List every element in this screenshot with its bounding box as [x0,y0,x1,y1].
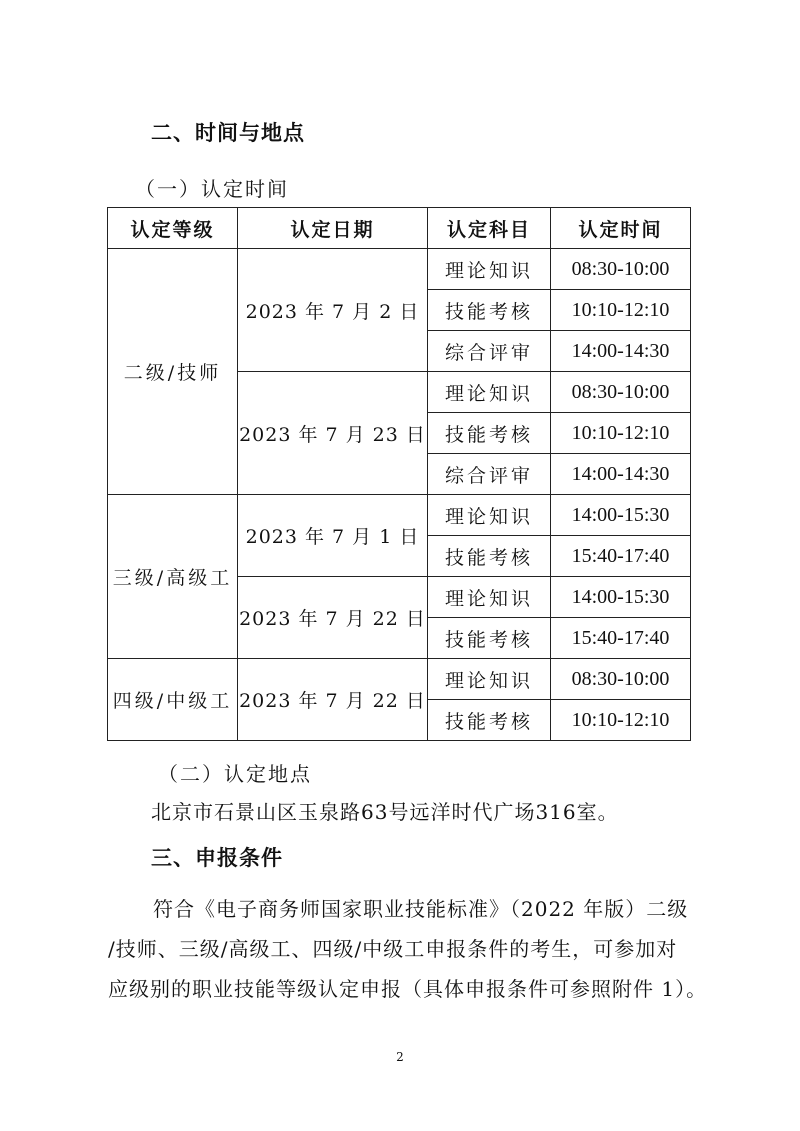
time-cell: 15:40-17:40 [551,618,691,659]
paragraph-line: 应级别的职业技能等级认定申报（具体申报条件可参照附件 1）。 [108,977,708,1001]
subject-cell: 技能考核 [428,413,551,454]
subject-cell: 理论知识 [428,577,551,618]
section-3-heading: 三、申报条件 [151,846,283,870]
time-cell: 14:00-14:30 [551,454,691,495]
time-cell: 08:30-10:00 [551,249,691,290]
subject-cell: 综合评审 [428,454,551,495]
paragraph-line: 符合《电子商务师国家职业技能标准》（2022 年版）二级 [153,897,689,921]
time-cell: 10:10-12:10 [551,413,691,454]
table-row [108,249,691,290]
subject-cell: 技能考核 [428,618,551,659]
table-row [108,659,691,700]
header-subject: 认定科目 [428,208,551,249]
header-level: 认定等级 [108,208,238,249]
table-header-row [108,208,691,249]
subject-cell: 技能考核 [428,290,551,331]
date-cell: 2023 年 7 月 2 日 [238,249,428,372]
header-time: 认定时间 [551,208,691,249]
subject-cell: 理论知识 [428,372,551,413]
level-cell: 三级/高级工 [108,495,238,659]
section-2-heading: 二、时间与地点 [151,121,305,145]
paragraph-line: /技师、三级/高级工、四级/中级工申报条件的考生，可参加对 [108,937,678,961]
schedule-table [107,207,691,741]
subject-cell: 技能考核 [428,536,551,577]
time-cell: 15:40-17:40 [551,536,691,577]
time-cell: 10:10-12:10 [551,290,691,331]
time-subheading: （一）认定时间 [135,177,289,201]
time-cell: 10:10-12:10 [551,700,691,741]
schedule-table-body [108,208,691,741]
place-text: 北京市石景山区玉泉路63号远洋时代广场316室。 [151,800,619,824]
subject-cell: 理论知识 [428,249,551,290]
time-cell: 14:00-14:30 [551,331,691,372]
subject-cell: 技能考核 [428,700,551,741]
date-cell: 2023 年 7 月 1 日 [238,495,428,577]
time-cell: 08:30-10:00 [551,659,691,700]
date-cell: 2023 年 7 月 22 日 [238,659,428,741]
header-date: 认定日期 [238,208,428,249]
time-cell: 14:00-15:30 [551,495,691,536]
level-cell: 四级/中级工 [108,659,238,741]
time-cell: 14:00-15:30 [551,577,691,618]
page-number: 2 [396,1050,404,1064]
level-cell: 二级/技师 [108,249,238,495]
subject-cell: 理论知识 [428,659,551,700]
time-cell: 08:30-10:00 [551,372,691,413]
table-row [108,495,691,536]
subject-cell: 综合评审 [428,331,551,372]
subject-cell: 理论知识 [428,495,551,536]
date-cell: 2023 年 7 月 22 日 [238,577,428,659]
date-cell: 2023 年 7 月 23 日 [238,372,428,495]
place-subheading: （二）认定地点 [158,762,312,786]
